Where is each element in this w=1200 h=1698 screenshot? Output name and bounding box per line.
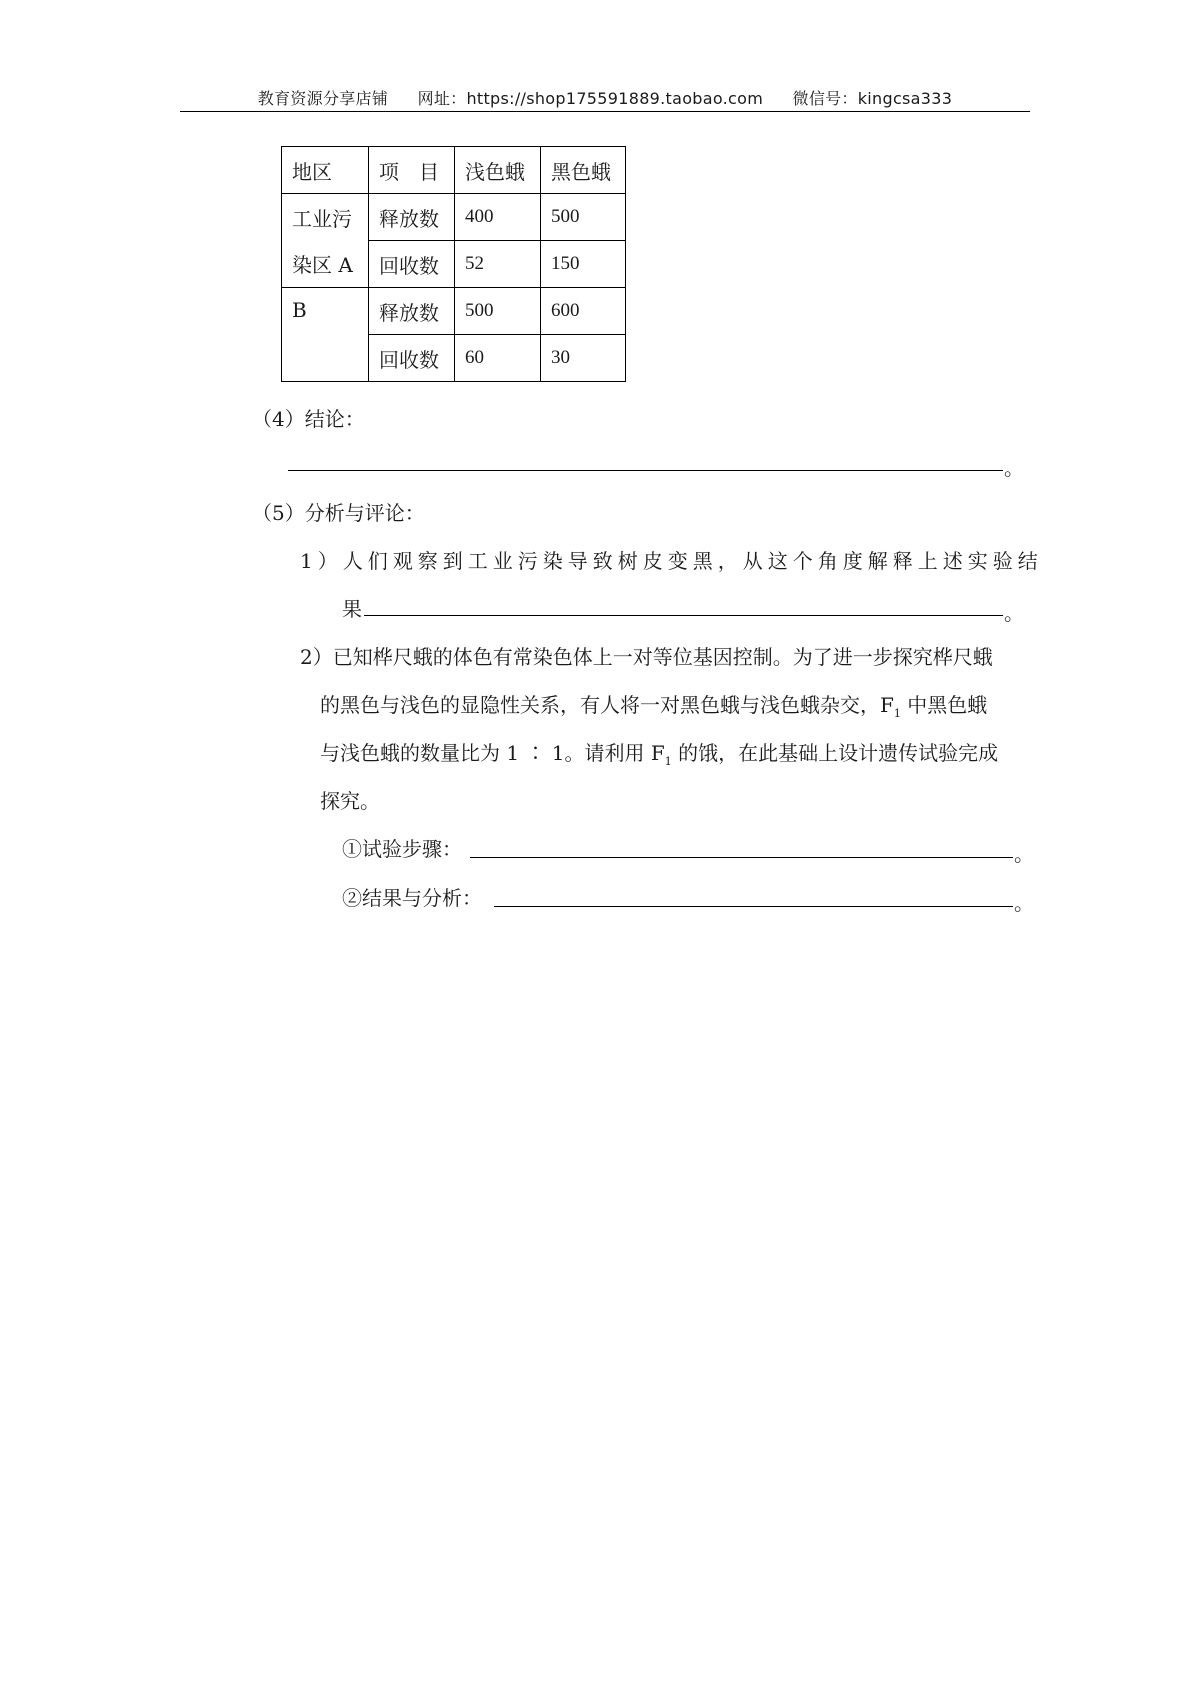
q5-p2-line3-text-b: 的饿，在此基础上设计遗传试验完成 [671,741,999,765]
table-header-cell: 项 目 [369,147,455,194]
q5-p2-line1: 2）已知桦尺蛾的体色有常染色体上一对等位基因控制。为了进一步探究桦尺蛾 [300,645,993,669]
q5-p1-line1: 1）人们观察到工业污染导致树皮变黑，从这个角度解释上述实验结 [300,549,1043,573]
q5-step1-end-mark: 。 [1014,842,1034,866]
item-cell: 回收数 [369,241,455,288]
table-header-cell: 地区 [282,147,369,194]
light-moth-cell: 500 [455,288,541,335]
q5-step1-label: ①试验步骤： [342,837,462,861]
q5-p2-line2 [320,689,987,720]
light-moth-cell: 52 [455,241,541,288]
dark-moth-cell: 500 [541,194,626,241]
q5-p1-answer-blank[interactable] [364,615,1003,616]
store-url: 网址：https://shop175591889.taobao.com [417,89,764,108]
q5-label: （5）分析与评论： [252,501,425,525]
q5-p2-line2-text-b: 中黑色蛾 [900,693,988,717]
store-name: 教育资源分享店铺 [257,89,389,108]
table-header-cell: 黑色蛾 [541,147,626,194]
q5-p2-line2-text: 的黑色与浅色的显隐性关系，有人将一对黑色蛾与浅色蛾杂交，F [320,693,894,717]
region-a-cell-bottom: 染区 A [282,241,369,288]
q5-p1-line2: 果 [342,597,362,621]
q5-p2-line4: 探究。 [320,789,380,813]
region-a-cell-top: 工业污 [282,194,369,241]
table-header-row [282,147,626,194]
table-header-cell: 浅色蛾 [455,147,541,194]
dark-moth-cell: 150 [541,241,626,288]
q5-p1-end-mark: 。 [1004,601,1024,625]
q5-step2-answer-blank[interactable] [494,906,1013,907]
q5-step2-label: ②结果与分析： [342,886,482,910]
q4-label: （4）结论： [252,407,365,431]
moth-data-table [281,146,626,382]
item-cell: 释放数 [369,194,455,241]
page-header [180,86,1030,109]
light-moth-cell: 400 [455,194,541,241]
q4-end-mark: 。 [1004,456,1024,480]
dark-moth-cell: 600 [541,288,626,335]
q5-step1-answer-blank[interactable] [470,857,1013,858]
q5-p2-line3-text: 与浅色蛾的数量比为 1 ∶ 1。请利用 F [320,741,665,765]
q5-p2-line3 [320,737,998,768]
subscript: 1 [664,755,672,768]
table-row [282,194,626,241]
header-divider [180,111,1030,112]
item-cell: 回收数 [369,335,455,382]
item-cell: 释放数 [369,288,455,335]
table-row [282,288,626,335]
table-row [282,241,626,288]
light-moth-cell: 60 [455,335,541,382]
region-b-cell: B [282,288,369,382]
q4-answer-blank[interactable] [288,470,1003,471]
dark-moth-cell: 30 [541,335,626,382]
wechat-id: 微信号：kingcsa333 [792,89,953,108]
q5-step2-end-mark: 。 [1014,891,1034,915]
subscript: 1 [893,707,901,720]
